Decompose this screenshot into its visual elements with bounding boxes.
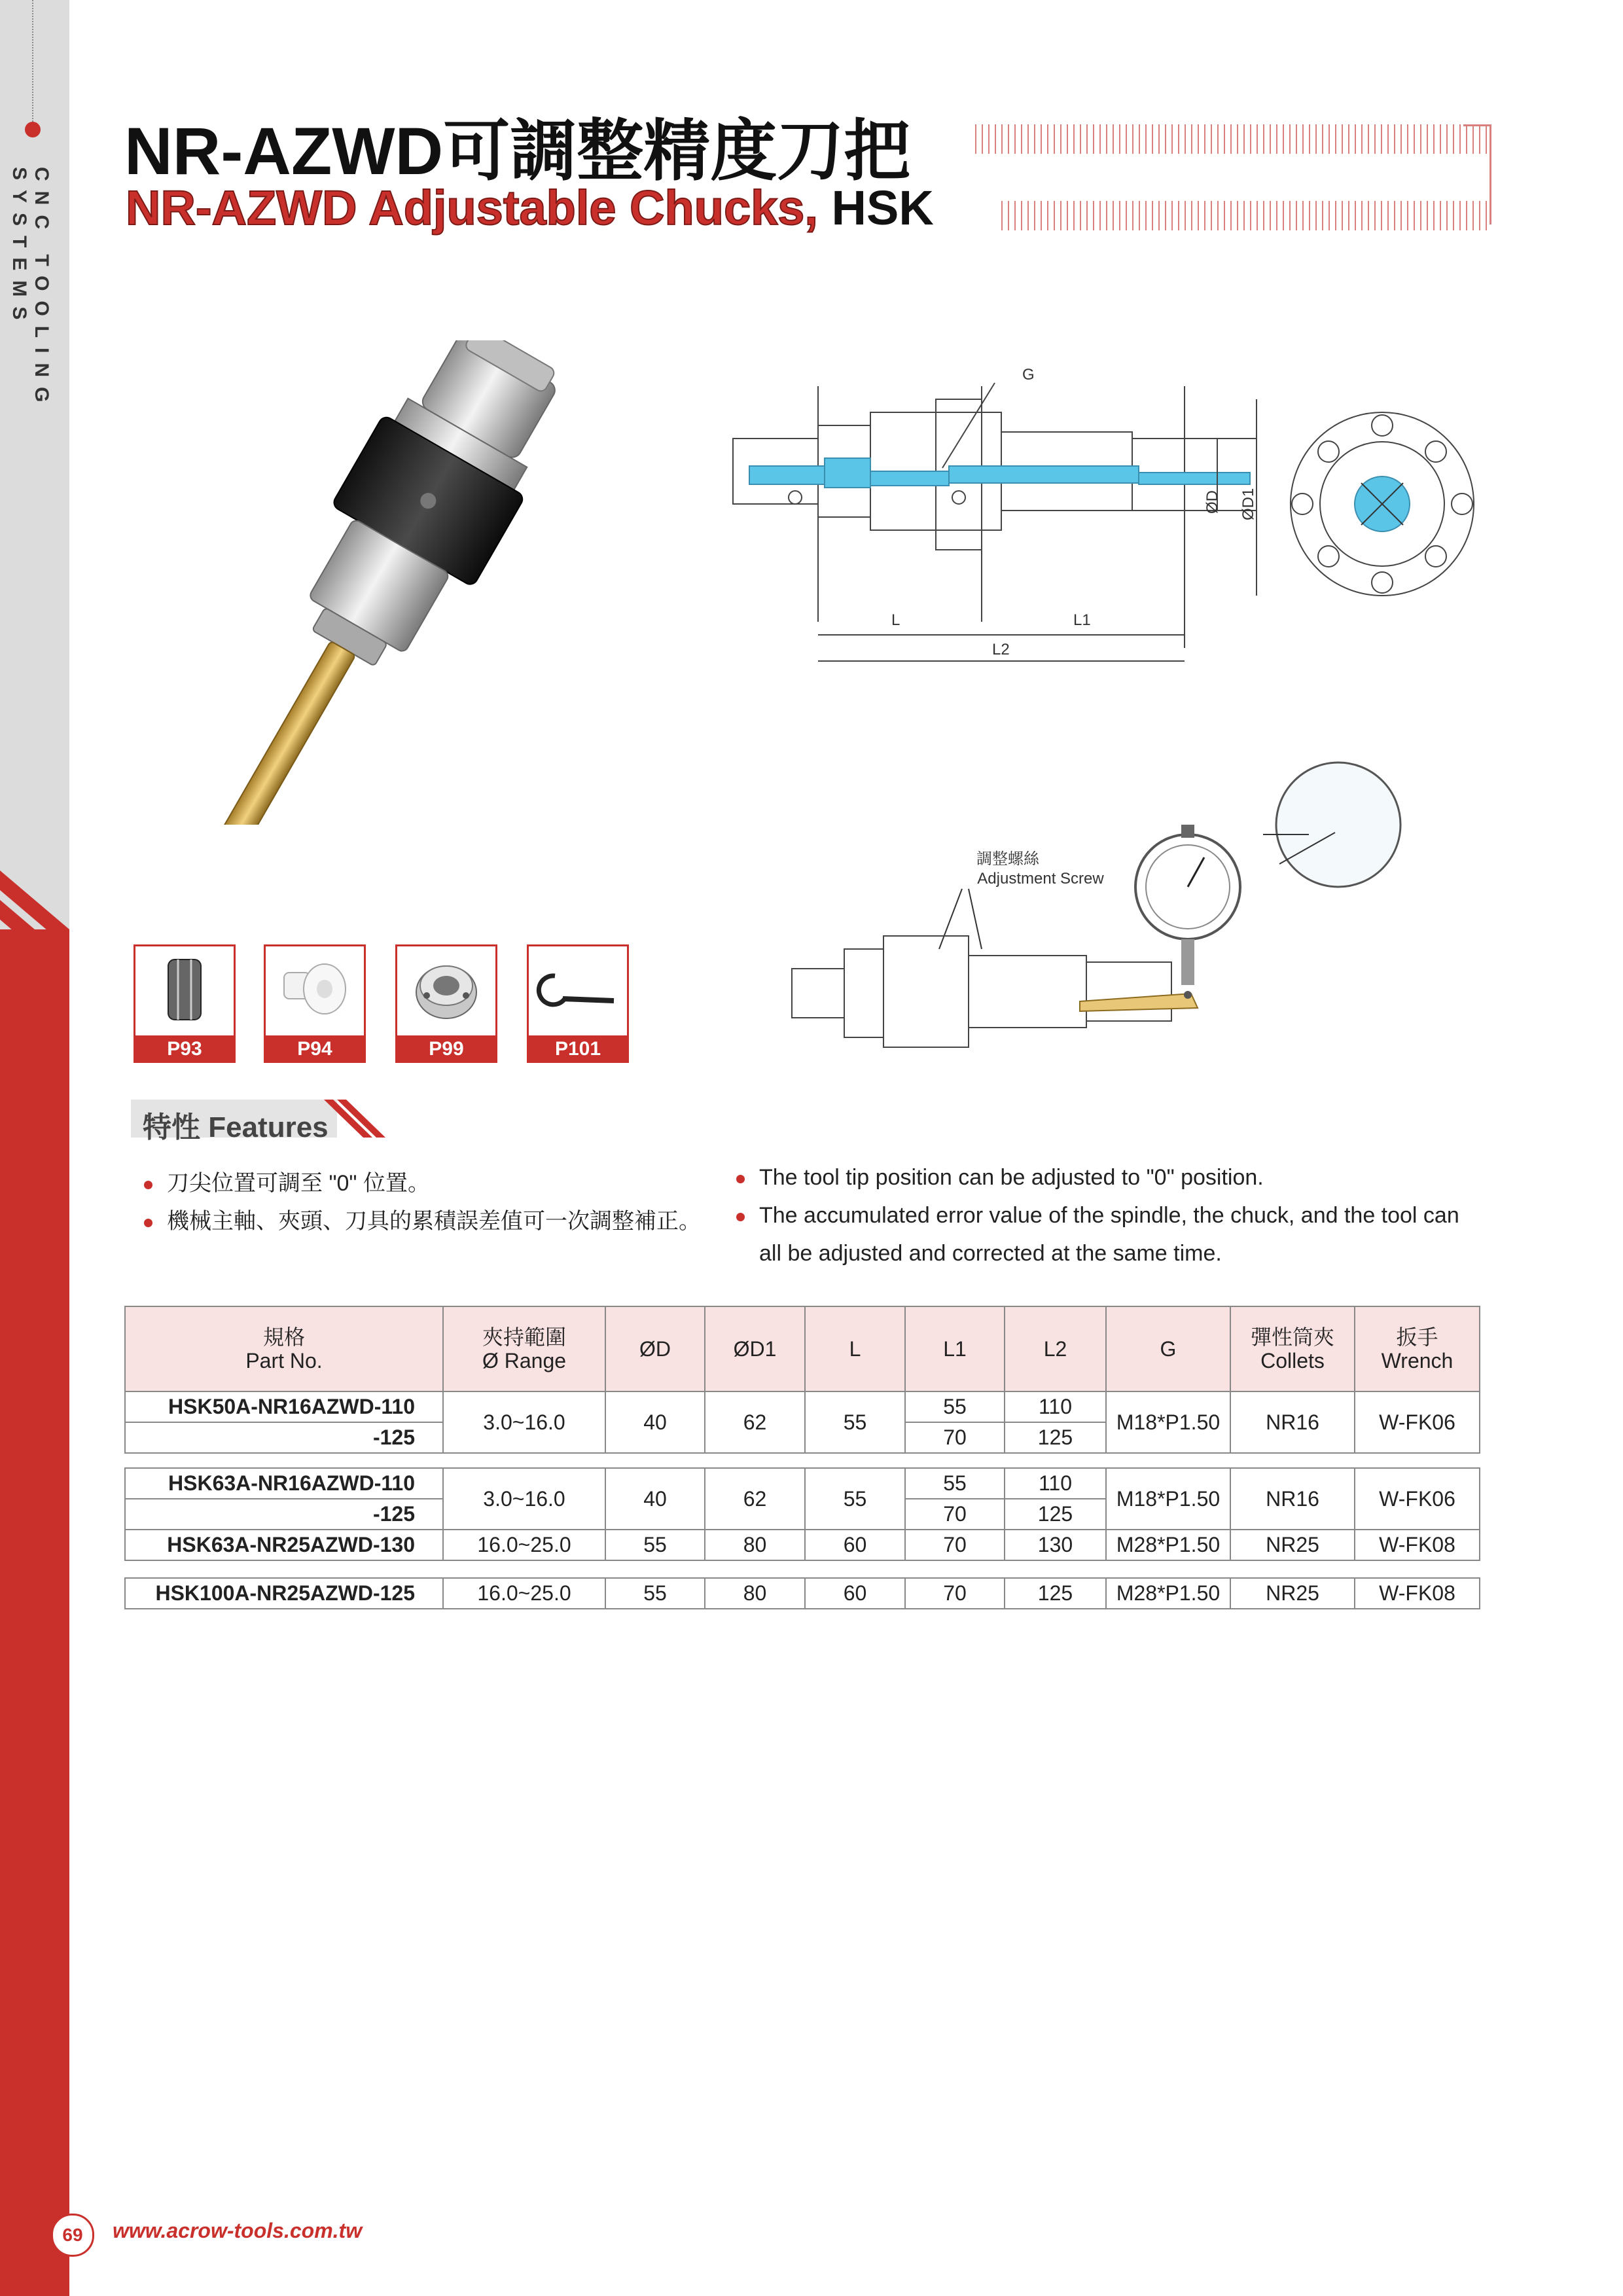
table-row: HSK50A-NR16AZWD-110 3.0~16.0 40 62 55 55 110 M18*P1.50 NR16 W-FK06 xyxy=(125,1391,1480,1422)
accessory-p94[interactable] xyxy=(264,944,366,1063)
d-label: ØD xyxy=(1204,490,1221,514)
accessory-label: P93 xyxy=(134,1035,236,1063)
title-hatch-bottom xyxy=(1001,201,1489,230)
feature-en-2: The accumulated error value of the spindle, the chuck, and the tool can xyxy=(736,1203,1459,1229)
wrench-icon xyxy=(535,963,620,1015)
table-row: HSK63A-NR25AZWD-130 16.0~25.0 55 80 60 70 130 M28*P1.50 NR25 W-FK08 xyxy=(125,1530,1480,1560)
feature-en-3: all be adjusted and corrected at the same time. xyxy=(759,1241,1222,1266)
nut-icon xyxy=(410,956,482,1022)
header-part: 規格 Part No. xyxy=(125,1306,443,1391)
l1-label: L1 xyxy=(1073,611,1091,629)
adjust-label-cn: 調整螺絲 xyxy=(976,850,1039,868)
feature-cn-2: 機械主軸、夾頭、刀具的累積誤差值可一次調整補正。 xyxy=(144,1203,701,1235)
accessory-p93[interactable] xyxy=(134,944,236,1063)
technical-drawing xyxy=(720,353,1492,681)
l2-label: L2 xyxy=(992,641,1010,658)
adjust-label-en: Adjustment Screw xyxy=(977,870,1104,888)
header-l: L xyxy=(805,1306,905,1391)
page-number: 69 xyxy=(51,2214,94,2257)
table-row: -125 70 125 xyxy=(125,1499,1480,1530)
footer-url[interactable]: www.acrow-tools.com.tw xyxy=(113,2219,363,2242)
header-d1: ØD1 xyxy=(705,1306,805,1391)
sidebar-dotted-line xyxy=(32,0,35,122)
l-label: L xyxy=(891,611,901,629)
features-heading-slash xyxy=(324,1100,389,1139)
header-wrench: 扳手 Wrench xyxy=(1355,1306,1480,1391)
title-en-red: NR-AZWD Adjustable Chucks, xyxy=(126,181,818,235)
feature-cn-1: 刀尖位置可調至 "0" 位置。 xyxy=(144,1165,430,1197)
spec-table-group-1 xyxy=(124,1306,1480,1454)
adjustment-drawing xyxy=(772,753,1427,1080)
features-heading xyxy=(131,1100,393,1143)
accessory-p99[interactable] xyxy=(395,944,497,1063)
header-collets: 彈性筒夾 Collets xyxy=(1230,1306,1355,1391)
sidebar-section-label: CNC TOOLING SYSTEMS xyxy=(9,167,52,412)
g-label: G xyxy=(1022,366,1035,384)
sidebar-dot xyxy=(25,122,41,137)
header-d: ØD xyxy=(605,1306,705,1391)
header-range: 夾持範圍 Ø Range xyxy=(443,1306,605,1391)
accessory-label: P94 xyxy=(264,1035,366,1063)
accessory-p101[interactable] xyxy=(527,944,629,1063)
feature-en-1: The tool tip position can be adjusted to "0" position. xyxy=(736,1165,1264,1191)
sleeve-icon xyxy=(279,956,351,1022)
collet-icon xyxy=(155,954,214,1026)
spec-table-group-2 xyxy=(124,1467,1480,1561)
accessory-label: P101 xyxy=(527,1035,629,1063)
table-row: HSK63A-NR16AZWD-110 3.0~16.0 40 62 55 55 110 M18*P1.50 NR16 W-FK06 xyxy=(125,1468,1480,1499)
features-heading-text: 特性 Features xyxy=(143,1111,329,1143)
sidebar-stripe-decoration xyxy=(0,870,69,1041)
table-header-row xyxy=(125,1306,1480,1391)
page-title-cn: NR-AZWD可調整精度刀把 xyxy=(124,114,911,188)
page-title-en xyxy=(126,180,934,236)
product-photo xyxy=(144,340,668,825)
title-hatch-top xyxy=(975,124,1489,154)
header-l2: L2 xyxy=(1005,1306,1106,1391)
sidebar-red-band xyxy=(0,929,69,2296)
header-l1: L1 xyxy=(905,1306,1005,1391)
d1-label: ØD1 xyxy=(1240,488,1257,520)
table-row: HSK100A-NR25AZWD-125 16.0~25.0 55 80 60 70 125 M28*P1.50 NR25 W-FK08 xyxy=(125,1578,1480,1609)
header-g: G xyxy=(1106,1306,1230,1391)
title-en-black: HSK xyxy=(817,181,934,235)
title-bracket xyxy=(1463,124,1491,224)
spec-table-group-3 xyxy=(124,1577,1480,1609)
table-row: -125 70 125 xyxy=(125,1422,1480,1453)
accessory-label: P99 xyxy=(395,1035,497,1063)
